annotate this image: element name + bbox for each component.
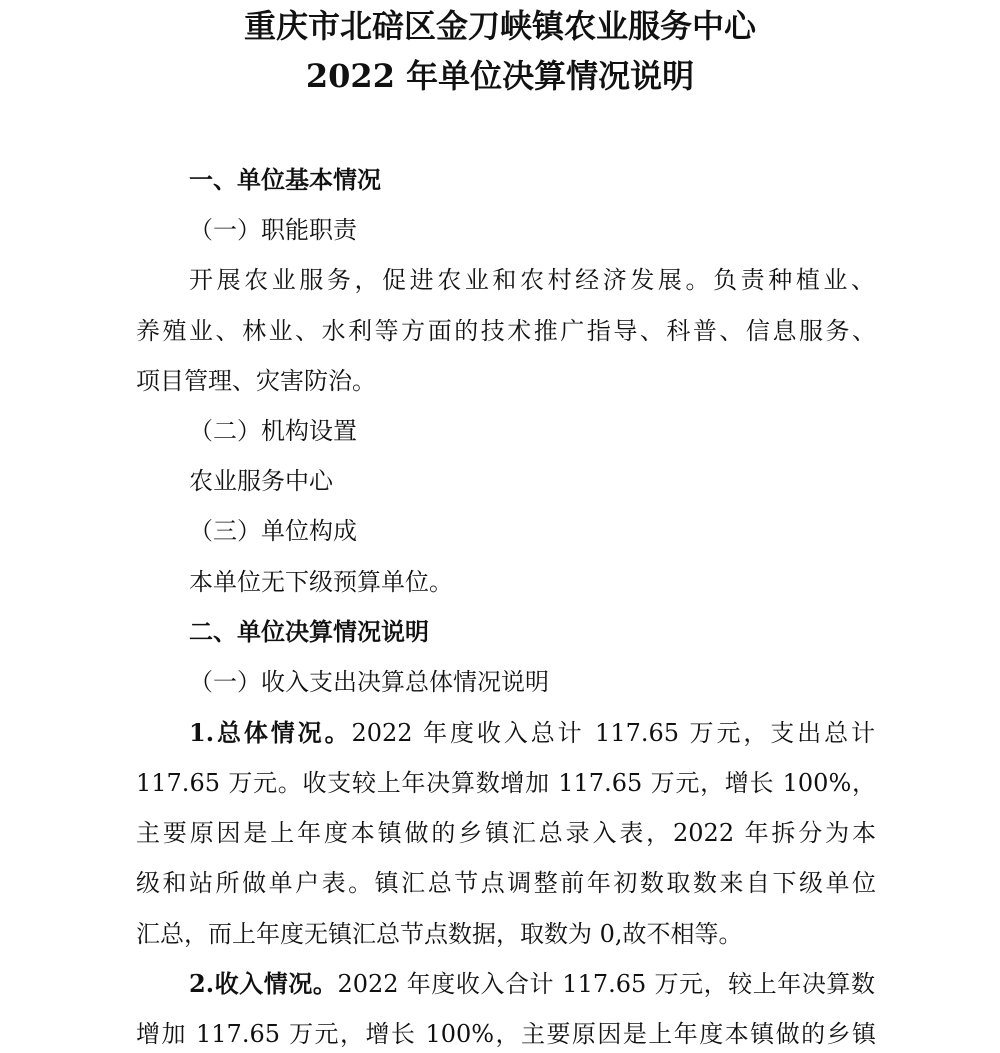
overview-lead: 1.总体情况。 [189, 718, 352, 747]
org-text: 农业服务中心 [189, 467, 333, 495]
subsection-duties-heading: （一）职能职责 [189, 216, 357, 244]
overview-line-4: 级和站所做单户表。镇汇总节点调整前年初数取数来自下级单位 [136, 869, 876, 897]
income-lead: 2.收入情况。 [189, 969, 338, 998]
composition-text: 本单位无下级预算单位。 [189, 568, 453, 596]
overview-line-1-text: 2022 年度收入总计 117.65 万元，支出总计 [351, 719, 875, 747]
overview-paragraph-line-1 [189, 717, 875, 749]
duties-line-3: 项目管理、灾害防治。 [136, 367, 376, 395]
income-line-2: 增加 117.65 万元，增长 100%，主要原因是上年度本镇做的乡镇 [136, 1020, 876, 1048]
overview-line-2: 117.65 万元。收支较上年决算数增加 117.65 万元，增长 100%， [136, 769, 876, 797]
income-paragraph-line-1 [189, 968, 875, 1000]
title-line-1: 重庆市北碚区金刀峡镇农业服务中心 [243, 7, 756, 45]
section-2-heading: 二、单位决算情况说明 [189, 617, 429, 646]
duties-line-2: 养殖业、林业、水利等方面的技术推广指导、科普、信息服务、 [136, 317, 876, 345]
overview-line-5: 汇总，而上年度无镇汇总节点数据，取数为 0,故不相等。 [136, 920, 743, 948]
subsection-overview-heading: （一）收入支出决算总体情况说明 [189, 668, 549, 696]
overview-line-3: 主要原因是上年度本镇做的乡镇汇总录入表，2022 年拆分为本 [136, 819, 876, 847]
title-line-2: 2022 年单位决算情况说明 [305, 57, 695, 95]
section-1-heading: 一、单位基本情况 [189, 165, 381, 194]
duties-line-1: 开展农业服务，促进农业和农村经济发展。负责种植业、 [189, 266, 875, 294]
subsection-org-heading: （二）机构设置 [189, 417, 357, 445]
income-line-1-text: 2022 年度收入合计 117.65 万元，较上年决算数 [337, 970, 875, 998]
subsection-composition-heading: （三）单位构成 [189, 517, 357, 545]
